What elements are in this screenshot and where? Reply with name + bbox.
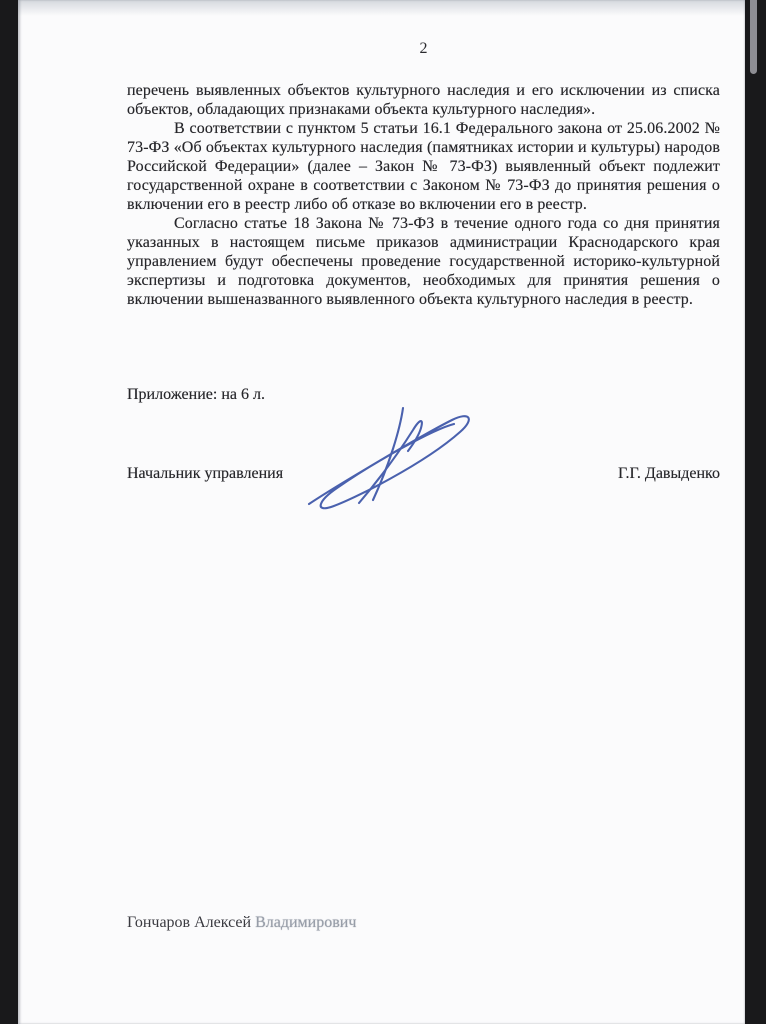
signature-block xyxy=(127,465,720,483)
position-title: Начальник управления xyxy=(127,465,284,482)
paragraph: В соответствии с пунктом 5 статьи 16.1 Федерального закона от 25.06.2002 № 73-ФЗ «Об объектах культурного наследия (памятниках истории и культуры) народов Российской Федерации» (далее – Закон № 73-ФЗ) выявленный объект подлежит государственной охране в соответствии с Законом № 73-ФЗ до принятия решения о включении его в реестр либо об отказе во включении его в реестр. xyxy=(127,120,720,213)
executor-name xyxy=(127,914,356,932)
document-page xyxy=(18,0,745,1024)
attachment-note: Приложение: на 6 л. xyxy=(127,386,265,403)
paragraph: перечень выявленных объектов культурного наследия и его исключении из списка объектов, обладающих признаками объекта культурного наследия». xyxy=(127,82,720,118)
signer-name: Г.Г. Давыденко xyxy=(618,465,720,482)
handwritten-signature xyxy=(302,401,480,513)
executor-name-faded: Владимирович xyxy=(255,914,357,931)
executor-name-primary: Гончаров Алексей xyxy=(127,914,256,931)
paragraph: Согласно статье 18 Закона № 73-ФЗ в течение одного года со дня принятия указанных в настоящем письме приказов администрации Краснодарского края управлением будут обеспечены проведение государственной историко-культурной экспертизы и подготовка документов, необходимых для принятия решения о включении вышеназванного выявленного объекта культурного наследия в реестр. xyxy=(127,215,720,308)
page-number: 2 xyxy=(419,40,428,57)
scrollbar-thumb[interactable] xyxy=(750,0,757,74)
document-body xyxy=(127,81,720,309)
